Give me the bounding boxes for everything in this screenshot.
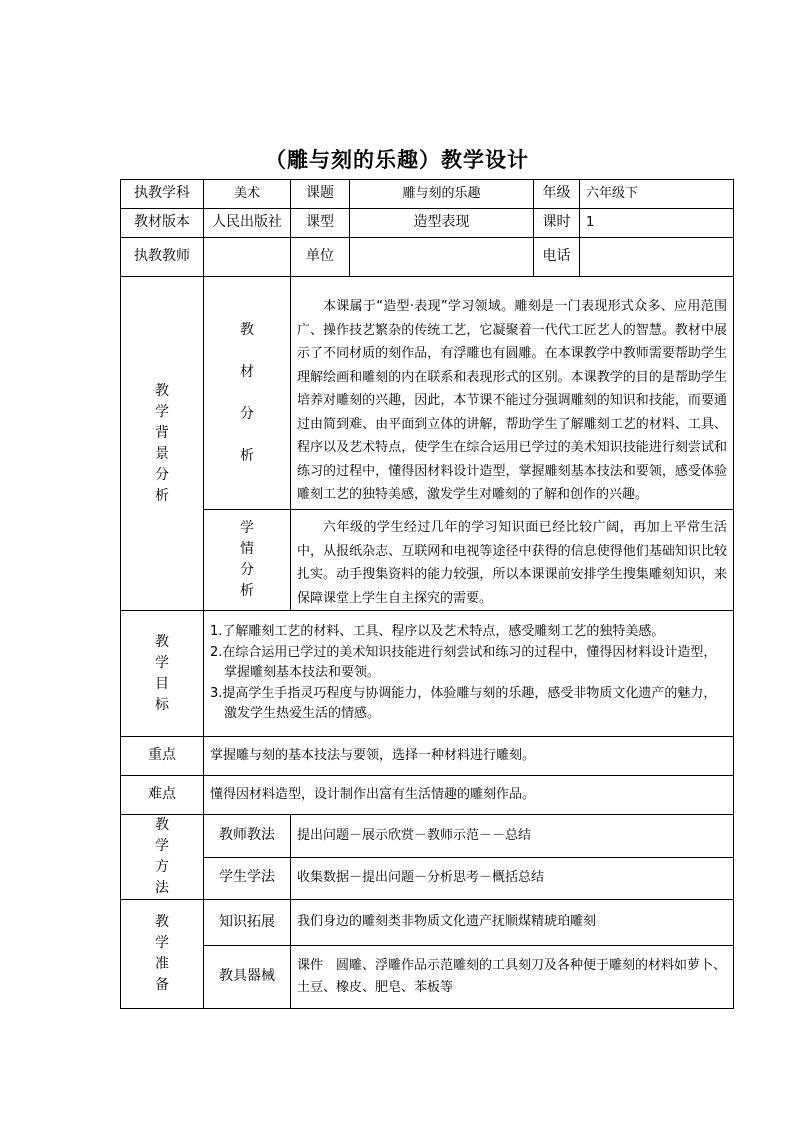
row-subject: [121, 180, 734, 209]
objectives-list: [204, 611, 734, 737]
teacher-value: [204, 238, 291, 277]
objective-item: 1.了解雕刻工艺的材料、工具、程序以及艺术特点，感受雕刻工艺的独特美感。: [210, 624, 665, 640]
material-analysis-text: 本课属于“造型·表现”学习领域。雕刻是一门表现形式众多、应用范围广、操作技艺繁杂的传统工艺，它凝聚着一代代工匠艺人的智慧。教材中展示了不同材质的刻作品，有浮雕也有圆雕。在本课教学中教师需要帮助学生理解绘画和雕刻的内在联系和表现形式的区别。本课教学的目的是帮助学生培养对雕刻的兴趣，因此，本节课不能过分强调雕刻的知识和技能，而要通过由简到难、由平面到立体的讲解，帮助学生了解雕刻工艺的材料、工具、程序以及艺术特点，使学生在综合运用已学过的美术知识技能进行刻尝试和练习的过程中，懂得因材料设计造型，掌握雕刻基本技法和要领，感受体验雕刻工艺的独特美感，激发学生对雕刻的了解和创作的兴趣。: [291, 277, 734, 510]
difficulty-text: 懂得因材料造型，设计制作出富有生活情趣的雕刻作品。: [204, 776, 734, 815]
student-analysis-label: 学 情 分 析: [204, 510, 291, 611]
page-title: （雕与刻的乐趣）教学设计: [265, 148, 529, 172]
unit-value: [350, 238, 534, 277]
row-teacher-method: [121, 815, 734, 858]
background-analysis-label: 教 学 背 景 分 析: [121, 277, 204, 611]
row-material-analysis: [121, 277, 734, 510]
row-student-analysis: [121, 510, 734, 611]
row-teacher: [121, 238, 734, 277]
row-key-point: [121, 737, 734, 776]
unit-label: 单位: [291, 238, 350, 277]
type-label: 课型: [291, 209, 350, 238]
teaching-tools-label: 教具器械: [204, 946, 291, 1009]
row-teaching-tools: [121, 946, 734, 1009]
row-knowledge-extension: [121, 900, 734, 946]
objectives-label: 教 学 目 标: [121, 611, 204, 737]
edition-value: 人民出版社: [204, 209, 291, 238]
phone-label: 电话: [534, 238, 580, 277]
row-objectives: [121, 611, 734, 737]
hours-label: 课时: [534, 209, 580, 238]
key-point-text: 掌握雕与刻的基本技法与要领，选择一种材料进行雕刻。: [204, 737, 734, 776]
lesson-value: 雕与刻的乐趣: [350, 180, 534, 209]
material-analysis-label: 教 材 分 析: [204, 277, 291, 510]
methods-label: 教 学 方 法: [121, 815, 204, 900]
phone-value: [580, 238, 734, 277]
teacher-label: 执教教师: [121, 238, 204, 277]
row-difficulty: [121, 776, 734, 815]
student-method-label: 学生学法: [204, 857, 291, 900]
lesson-label: 课题: [291, 180, 350, 209]
subject-value: 美术: [204, 180, 291, 209]
row-edition: [121, 209, 734, 238]
grade-label: 年级: [534, 180, 580, 209]
edition-label: 教材版本: [121, 209, 204, 238]
knowledge-extension-label: 知识拓展: [204, 900, 291, 946]
row-student-method: [121, 857, 734, 900]
student-analysis-text: 六年级的学生经过几年的学习知识面已经比较广阔，再加上平常生活中，从报纸杂志、互联网和电视等途径中获得的信息使得他们基础知识比较扎实。动手搜集资料的能力较强，所以本课课前安排学生搜集雕刻知识，来保障课堂上学生自主探究的需要。: [291, 510, 734, 611]
grade-value: 六年级下: [580, 180, 734, 209]
objective-item: 3.提高学生手指灵巧程度与协调能力，体验雕与刻的乐趣，感受非物质文化遗产的魅力，激发学生热爱生活的情感。: [210, 685, 717, 722]
preparation-label: 教 学 准 备: [121, 900, 204, 1009]
student-method-text: 收集数据－提出问题－分析思考－概括总结: [291, 857, 734, 900]
teacher-method-text: 提出问题－展示欣赏－教师示范－－总结: [291, 815, 734, 858]
hours-value: 1: [580, 209, 734, 238]
difficulty-label: 难点: [121, 776, 204, 815]
key-point-label: 重点: [121, 737, 204, 776]
teacher-method-label: 教师教法: [204, 815, 291, 858]
lesson-plan-table: [120, 179, 734, 1009]
type-value: 造型表现: [350, 209, 534, 238]
knowledge-extension-text: 我们身边的雕刻类非物质文化遗产抚顺煤精琥珀雕刻: [291, 900, 734, 946]
objective-item: 2.在综合运用已学过的美术知识技能进行刻尝试和练习的过程中，懂得因材料设计造型，掌握雕刻基本技法和要领。: [210, 644, 717, 681]
subject-label: 执教学科: [121, 180, 204, 209]
teaching-tools-text: 课件 圆雕、浮雕作品示范雕刻的工具刻刀及各种便于雕刻的材料如萝卜、土豆、橡皮、肥皂、苯板等: [291, 946, 734, 1009]
